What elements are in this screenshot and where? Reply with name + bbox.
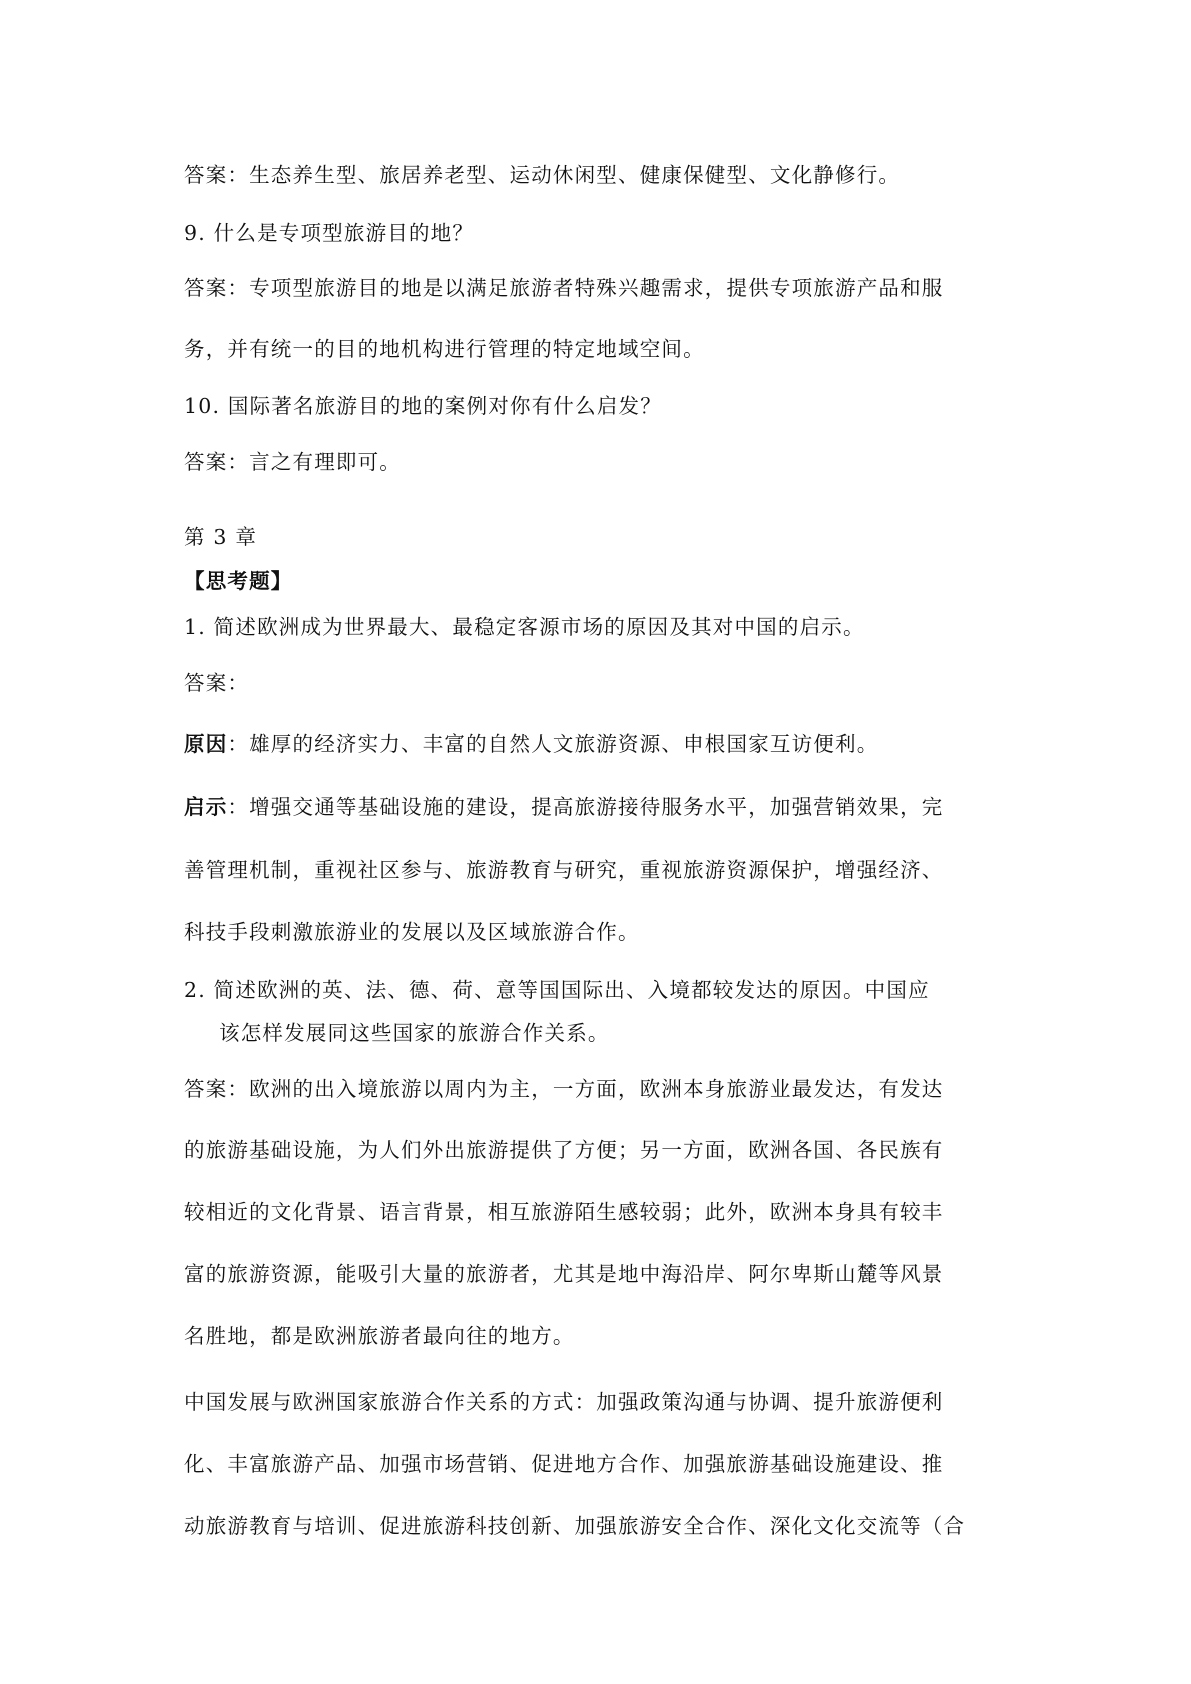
- section-heading: 【思考题】: [184, 569, 293, 593]
- answer-line: 答案：专项型旅游目的地是以满足旅游者特殊兴趣需求，提供专项旅游产品和服: [184, 276, 944, 300]
- answer-line: 答案：生态养生型、旅居养老型、运动休闲型、健康保健型、文化静修行。: [184, 163, 901, 187]
- answer-line: 中国发展与欧洲国家旅游合作关系的方式：加强政策沟通与协调、提升旅游便利: [184, 1390, 944, 1414]
- question-10: 10. 国际著名旅游目的地的案例对你有什么启发？: [184, 394, 662, 418]
- answer-line: 务，并有统一的目的地机构进行管理的特定地域空间。: [184, 337, 705, 361]
- answer-line: 名胜地，都是欧洲旅游者最向往的地方。: [184, 1324, 575, 1348]
- answer-line: 较相近的文化背景、语言背景，相互旅游陌生感较弱；此外，欧洲本身具有较丰: [184, 1200, 944, 1224]
- answer-line: 动旅游教育与培训、促进旅游科技创新、加强旅游安全合作、深化文化交流等（合: [184, 1514, 966, 1538]
- answer-line: 答案：欧洲的出入境旅游以周内为主，一方面，欧洲本身旅游业最发达，有发达: [184, 1077, 944, 1101]
- answer-line: 善管理机制，重视社区参与、旅游教育与研究，重视旅游资源保护，增强经济、: [184, 858, 944, 882]
- reason-text: ：雄厚的经济实力、丰富的自然人文旅游资源、申根国家互访便利。: [227, 732, 879, 756]
- reason-line: [184, 729, 1024, 759]
- insight-line: [184, 792, 1024, 822]
- answer-line: 科技手段刺激旅游业的发展以及区域旅游合作。: [184, 920, 640, 944]
- reason-label: 原因: [184, 732, 228, 756]
- answer-line: 答案：言之有理即可。: [184, 450, 401, 474]
- question-1: 1. 简述欧洲成为世界最大、最稳定客源市场的原因及其对中国的启示。: [184, 615, 865, 639]
- insight-text: ：增强交通等基础设施的建设，提高旅游接待服务水平，加强营销效果，完: [227, 795, 944, 819]
- chapter-heading: 第 3 章: [184, 525, 258, 549]
- question-9: 9. 什么是专项型旅游目的地？: [184, 221, 475, 245]
- answer-line: 化、丰富旅游产品、加强市场营销、促进地方合作、加强旅游基础设施建设、推: [184, 1452, 944, 1476]
- answer-line: 的旅游基础设施，为人们外出旅游提供了方便；另一方面，欧洲各国、各民族有: [184, 1138, 944, 1162]
- question-2-continued: 该怎样发展同这些国家的旅游合作关系。: [219, 1021, 610, 1045]
- question-2: 2. 简述欧洲的英、法、德、荷、意等国国际出、入境都较发达的原因。中国应: [184, 978, 930, 1002]
- insight-label: 启示: [184, 795, 228, 819]
- answer-label: 答案：: [184, 671, 250, 695]
- answer-line: 富的旅游资源，能吸引大量的旅游者，尤其是地中海沿岸、阿尔卑斯山麓等风景: [184, 1262, 944, 1286]
